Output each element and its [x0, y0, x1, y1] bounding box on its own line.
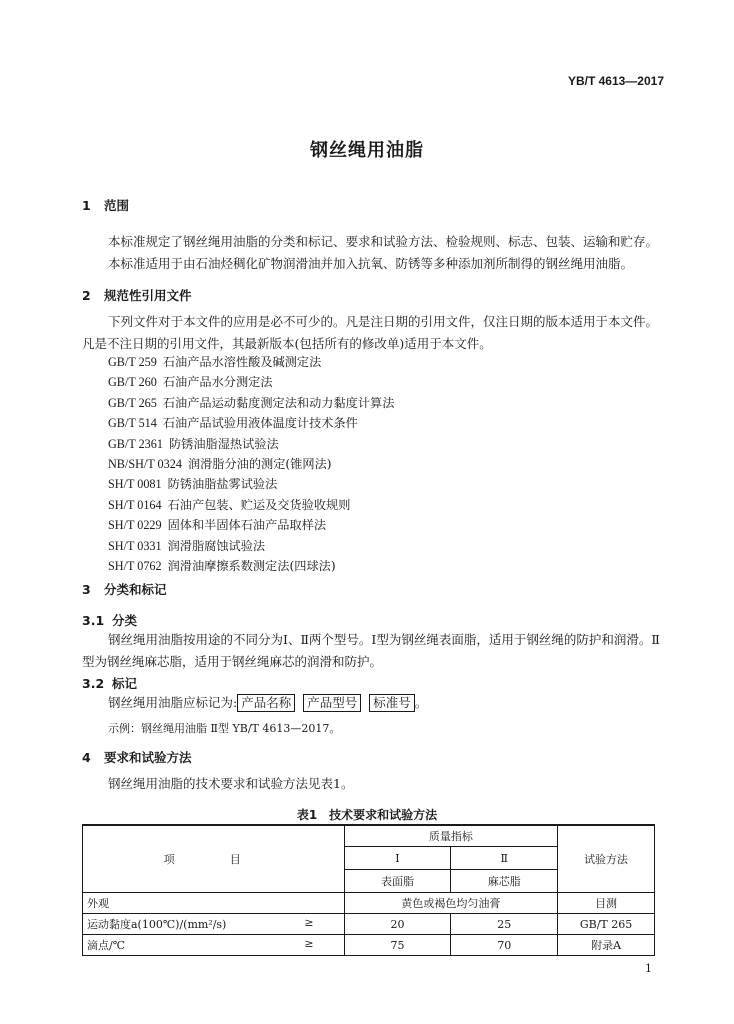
- reference-code: SH/T 0081: [108, 477, 162, 492]
- reference-item: [108, 454, 394, 474]
- row-value-type-1: 20: [344, 914, 451, 935]
- reference-title: 防锈油脂盐雾试验法: [167, 477, 278, 492]
- reference-item: [108, 352, 394, 372]
- section-2-heading: [82, 286, 192, 304]
- section-number: 4: [82, 750, 91, 765]
- section-number: 3.2: [82, 676, 105, 691]
- reference-code: GB/T 265: [108, 395, 157, 410]
- section-4-heading: [82, 748, 192, 766]
- row-item-label: 运动黏度a(100℃)/(mm²/s): [87, 918, 227, 931]
- marking-line: [108, 692, 427, 714]
- row-value-type-2: 70: [451, 935, 558, 956]
- row-item: [83, 935, 345, 956]
- table-row: [83, 935, 655, 956]
- section-1-paragraph-2: 本标准适用于由石油烃稠化矿物润滑油并加入抗氧、防锈等多种添加剂所制得的钢丝绳用油脂。: [108, 256, 634, 271]
- header-method: 试验方法: [558, 825, 655, 893]
- reference-code: GB/T 514: [108, 416, 157, 431]
- row-value-merged: 黄色或褐色均匀油膏: [344, 893, 558, 914]
- reference-item: [108, 474, 394, 494]
- marking-example: 示例：钢丝绳用油脂 Ⅱ型 YB/T 4613—2017。: [108, 722, 341, 735]
- header-name-2: 麻芯脂: [451, 870, 558, 893]
- section-number: 1: [82, 198, 91, 213]
- section-number: 2: [82, 288, 91, 303]
- row-method: 附录A: [558, 935, 655, 956]
- row-item-label: 滴点/℃: [87, 939, 126, 952]
- row-value-type-1: 75: [344, 935, 451, 956]
- header-item-label: 项 目: [163, 853, 263, 866]
- reference-list: [108, 352, 394, 576]
- reference-title: 石油产品水溶性酸及碱测定法: [162, 355, 322, 369]
- row-item: [83, 914, 345, 935]
- reference-item: [108, 495, 394, 515]
- reference-item: [108, 413, 394, 433]
- section-title: 分类: [112, 613, 138, 628]
- marking-box-standard-number: 标准号: [369, 694, 415, 712]
- table-row: [83, 893, 655, 914]
- page-number: 1: [645, 962, 652, 975]
- row-comparator: ≥: [304, 916, 314, 929]
- section-title: 分类和标记: [104, 582, 167, 597]
- section-1-paragraph-1: 本标准规定了钢丝绳用油脂的分类和标记、要求和试验方法、检验规则、标志、包装、运输和贮存。: [108, 234, 659, 249]
- reference-code: NB/SH/T 0324: [108, 456, 182, 471]
- row-value-type-2: 25: [451, 914, 558, 935]
- section-title: 标记: [112, 676, 138, 691]
- section-1-heading: [82, 196, 129, 214]
- standard-code: YB/T 4613—2017: [567, 74, 664, 88]
- reference-title: 石油产品试验用液体温度计技术条件: [162, 416, 358, 431]
- reference-title: 润滑脂腐蚀试验法: [167, 538, 266, 553]
- reference-item: [108, 372, 394, 392]
- table-row: [83, 914, 655, 935]
- reference-item: [108, 536, 394, 556]
- reference-title: 润滑油摩擦系数测定法(四球法): [167, 558, 336, 573]
- reference-item: [108, 434, 394, 454]
- row-item: 外观: [83, 893, 345, 914]
- reference-code: SH/T 0762: [108, 558, 162, 573]
- reference-code: GB/T 2361: [108, 436, 163, 451]
- section-3-1-heading: [82, 611, 137, 629]
- section-title: 要求和试验方法: [104, 750, 192, 765]
- row-method: GB/T 265: [558, 914, 655, 935]
- reference-code: SH/T 0164: [108, 497, 162, 512]
- page-title: 钢丝绳用油脂: [310, 140, 424, 161]
- reference-item: [108, 393, 394, 413]
- reference-code: SH/T 0229: [108, 518, 162, 533]
- spec-table: [82, 824, 655, 956]
- reference-title: 防锈油脂湿热试验法: [168, 436, 279, 451]
- row-method: 目测: [558, 893, 655, 914]
- reference-title: 润滑脂分油的测定(锥网法): [187, 456, 332, 471]
- marking-intro: 钢丝绳用油脂应标记为:: [108, 695, 238, 710]
- reference-item: [108, 515, 394, 535]
- header-type-1: Ⅰ: [344, 847, 451, 870]
- reference-code: GB/T 260: [108, 375, 157, 390]
- section-number: 3.1: [82, 613, 105, 628]
- reference-title: 石油产品运动黏度测定法和动力黏度计算法: [162, 395, 395, 410]
- reference-item: [108, 556, 394, 576]
- section-title: 范围: [104, 198, 130, 213]
- section-4-text: 钢丝绳用油脂的技术要求和试验方法见表1。: [108, 776, 354, 791]
- section-3-2-heading: [82, 674, 137, 692]
- section-3-1-text: 钢丝绳用油脂按用途的不同分为Ⅰ、Ⅱ两个型号。Ⅰ型为钢丝绳表面脂，适用于钢丝绳的防护和润滑。Ⅱ型为钢丝绳麻芯脂，适用于钢丝绳麻芯的润滑和防护。: [82, 632, 660, 669]
- reference-title: 石油产品水分测定法: [162, 375, 273, 390]
- reference-title: 石油产包装、贮运及交货验收规则: [167, 497, 351, 512]
- header-name-1: 表面脂: [344, 870, 451, 893]
- section-2-intro: 下列文件对于本文件的应用是必不可少的。凡是注日期的引用文件，仅注日期的版本适用于本文件。凡是不注日期的引用文件，其最新版本(包括所有的修改单)适用于本文件。: [82, 314, 659, 351]
- section-number: 3: [82, 582, 91, 597]
- table-header-row: [83, 825, 655, 847]
- reference-title: 固体和半固体石油产品取样法: [167, 518, 327, 533]
- table-caption: 表1 技术要求和试验方法: [296, 808, 438, 822]
- header-item: [83, 825, 345, 893]
- marking-end: 。: [414, 695, 428, 710]
- row-comparator: ≥: [304, 937, 314, 950]
- section-3-heading: [82, 580, 167, 598]
- header-type-2: Ⅱ: [451, 847, 558, 870]
- reference-code: SH/T 0331: [108, 538, 162, 553]
- marking-box-product-type: 产品型号: [303, 694, 361, 712]
- marking-box-product-name: 产品名称: [237, 694, 295, 712]
- header-quality: 质量指标: [344, 825, 558, 847]
- reference-code: GB/T 259: [108, 355, 157, 369]
- section-title: 规范性引用文件: [104, 288, 192, 303]
